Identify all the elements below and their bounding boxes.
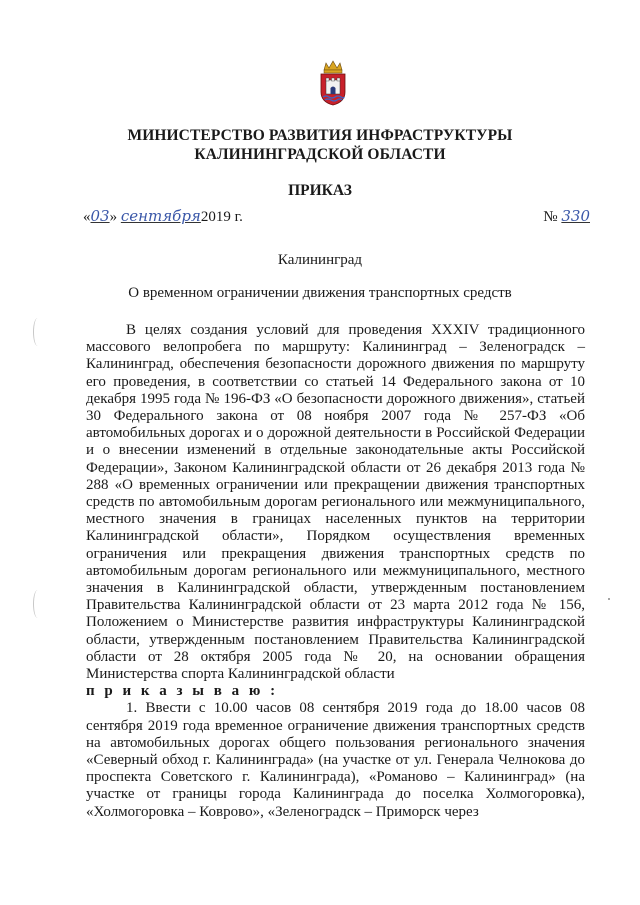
paragraph-item-1: 1. Ввести с 10.00 часов 08 сентября 2019 года до 18.00 часов 08 сентября 2019 года временное ограничение движения транспортных средств на автомобильных дорогах общего пользования регионального значения «Северный обход г. Калининграда» (на участке от ул. Генерала Челнокова до проспекта Советского г. Калининграда), «Романово – Калининград» (на участке от границы города Калининграда до поселка Холмогоровка), «Холмогоровка – Коврово», «Зеленоградск – Приморск через <box>86 700 585 820</box>
date-year: 2019 г. <box>200 209 243 225</box>
ministry-name <box>0 126 640 164</box>
scan-speck <box>608 598 610 600</box>
order-title: ПРИКАЗ <box>288 182 352 199</box>
number-value: 330 <box>561 207 590 225</box>
order-word: п р и к а з ы в а ю : <box>86 683 279 700</box>
date-day: 03 <box>90 207 110 225</box>
order-date <box>83 207 243 226</box>
city-name: Калининград <box>277 252 363 268</box>
order-body <box>86 322 585 821</box>
date-close-quote: » <box>109 209 118 225</box>
number-prefix: № <box>543 209 558 225</box>
punch-hole-mark <box>33 318 42 346</box>
punch-hole-mark <box>33 590 42 618</box>
date-month: сентября <box>120 207 201 225</box>
order-subject: О временном ограничении движения транспортных средств <box>128 285 512 301</box>
paragraph-preamble: В целях создания условий для проведения XXXIV традиционного массового велопробега по маршруту: Калининград – Зеленоградск – Калининград, обеспечения безопасности дорожного движения по маршруту его проведения, в соответствии со статьей 14 Федерального закона от 10 декабря 1995 года № 196-ФЗ «О безопасности дорожного движения», статьей 30 Федерального закона от 08 ноября 2007 года № 257-ФЗ «Об автомобильных дорогах и о дорожной деятельности в Российской Федерации и о внесении изменений в отдельные законодательные акты Российской Федерации», Законом Калининградской области от 26 декабря 2013 года № 288 «О временных ограничении или прекращении движения транспортных средств по автомобильным дорогам регионального или межмуниципального, местного значения в границах населенных пунктов на территории Калининградской области», Порядком осуществления временных ограничения или прекращения движения транспортных средств по автомобильным дорогам регионального или межмуниципального, местного значения в Калининградской области, утвержденным постановлением Правительства Калининградской области от 23 марта 2012 года № 156, Положением о Министерстве развития инфраструктуры Калининградской области, утвержденным постановлением Правительства Калининградской области от 28 октября 2005 года № 20, на основании обращения Министерства спорта Калининградской области <box>86 322 585 683</box>
order-number <box>543 207 590 226</box>
coat-of-arms-icon <box>318 60 348 106</box>
ministry-line-2: КАЛИНИНГРАДСКОЙ ОБЛАСТИ <box>194 146 446 163</box>
date-open-quote: « <box>83 209 91 225</box>
ministry-line-1: МИНИСТЕРСТВО РАЗВИТИЯ ИНФРАСТРУКТУРЫ <box>127 127 513 144</box>
